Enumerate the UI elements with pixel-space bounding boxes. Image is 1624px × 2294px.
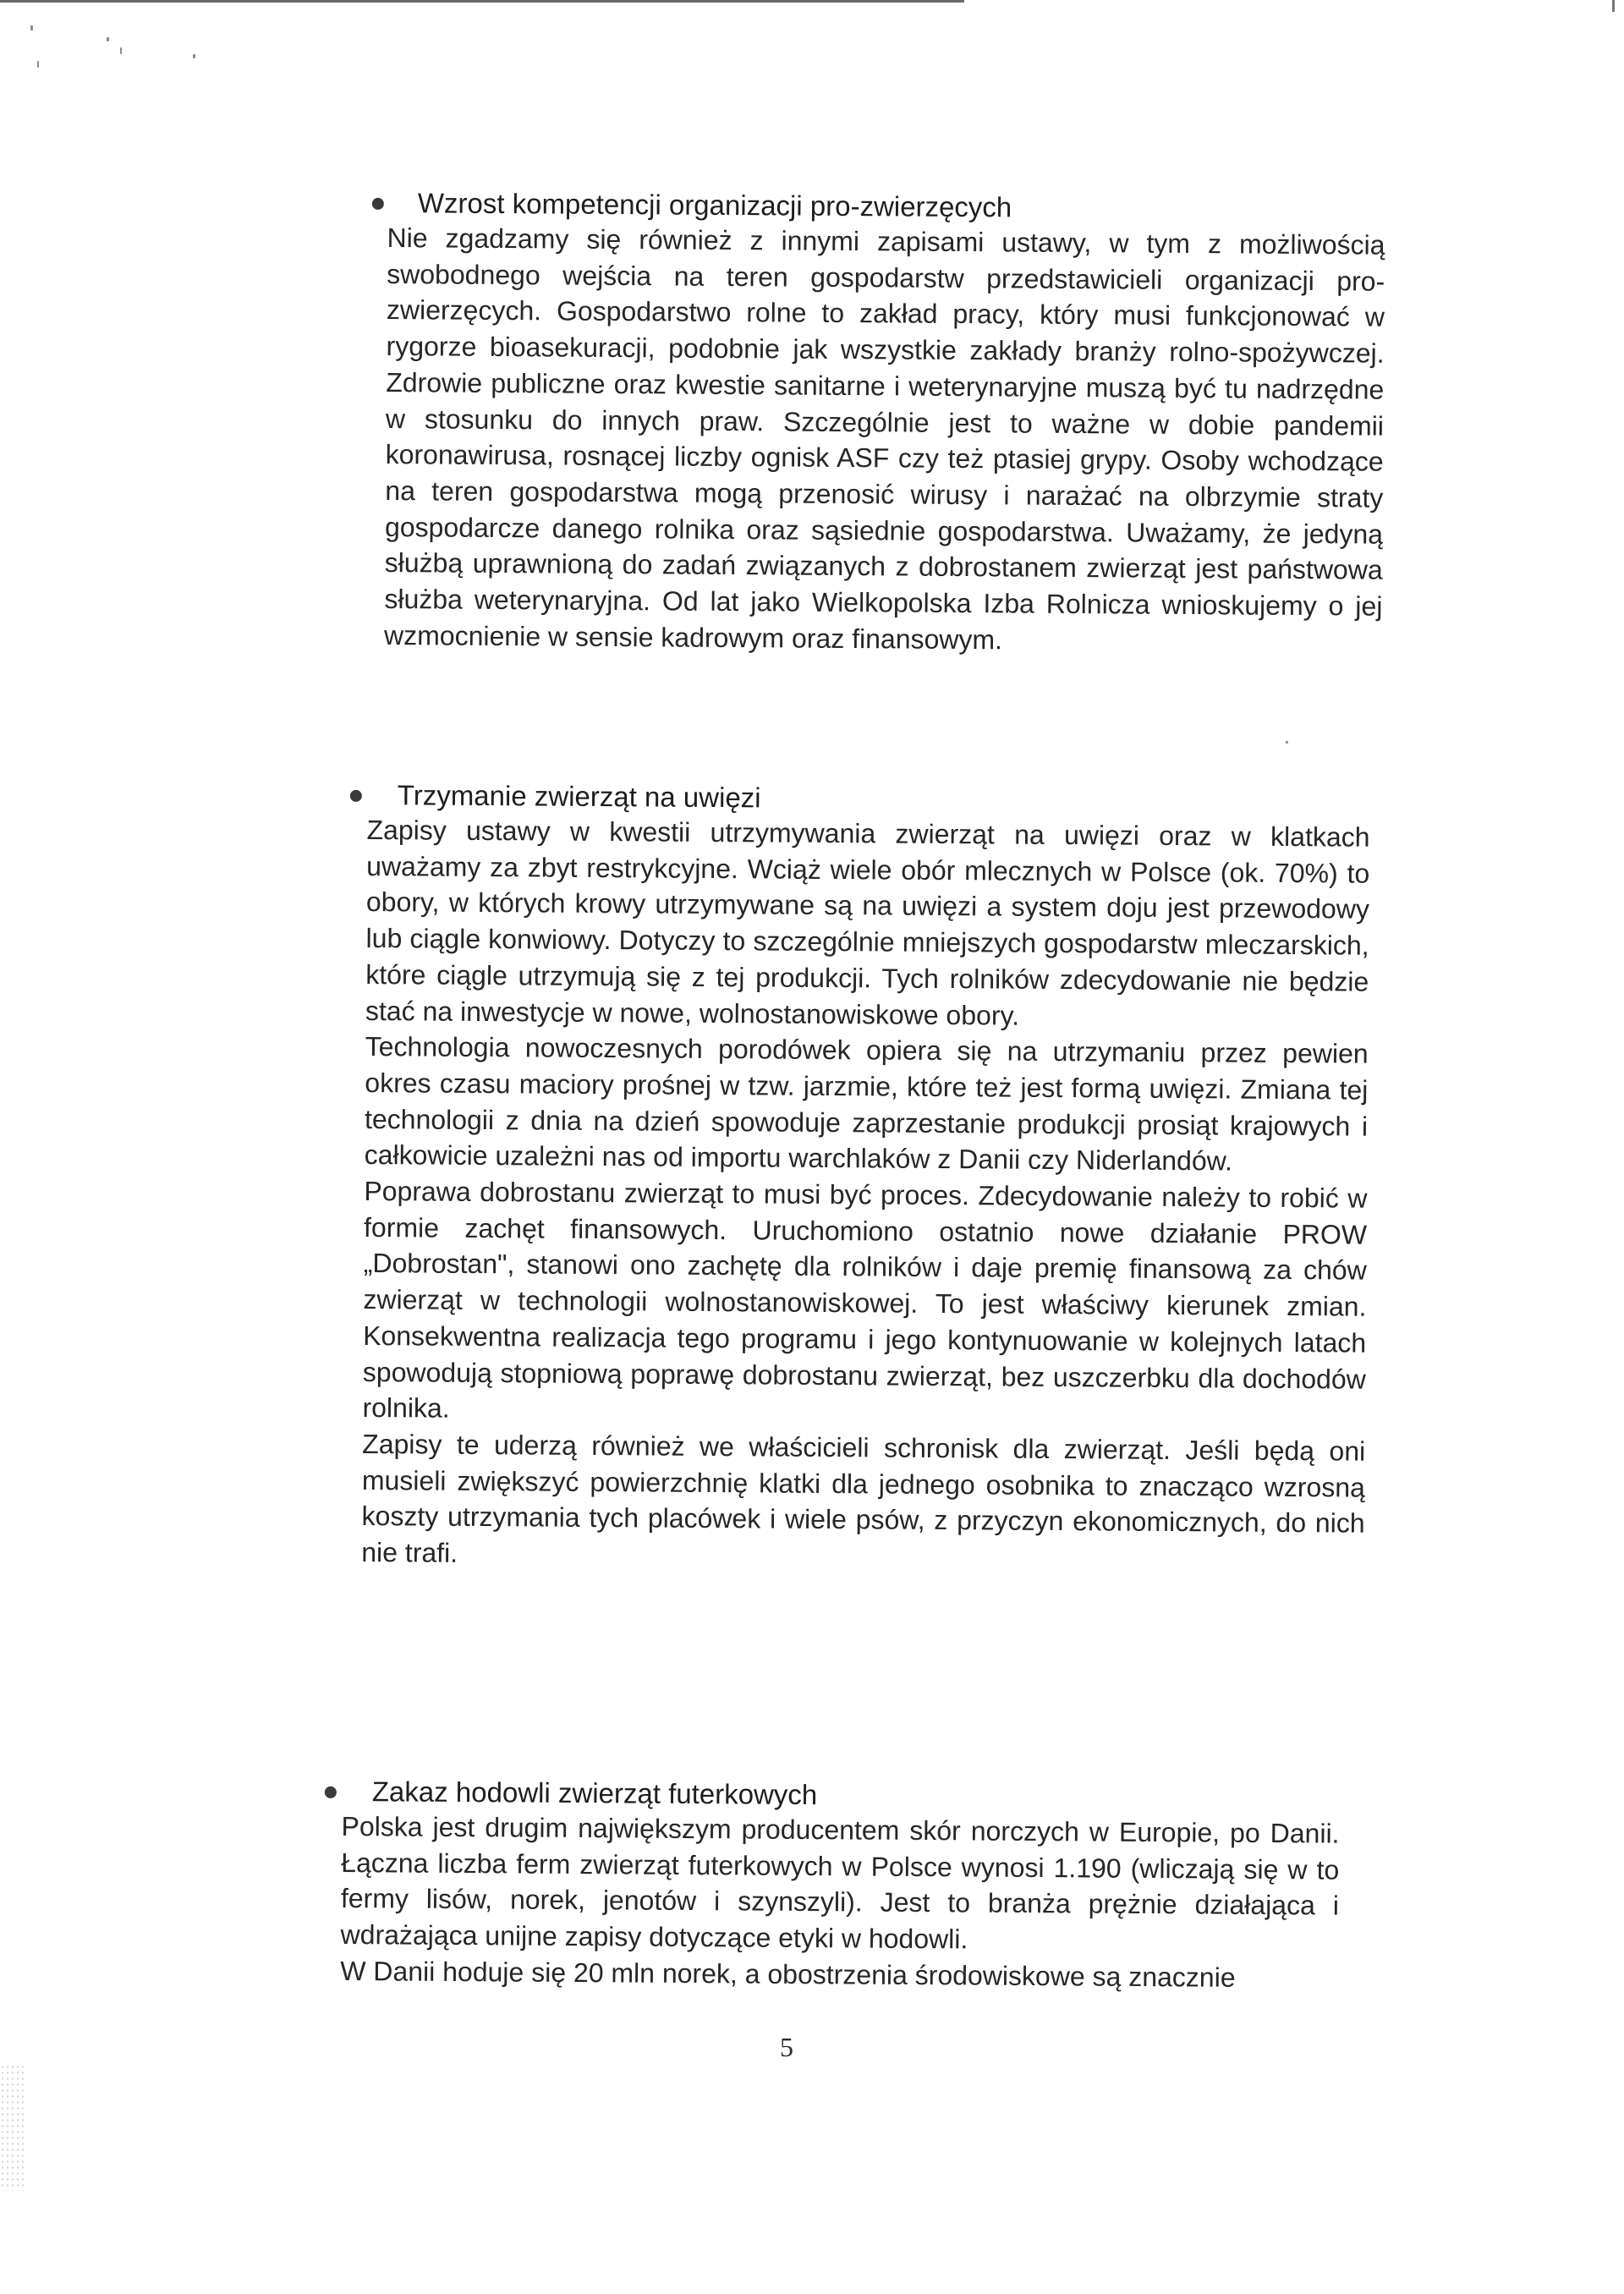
section-paragraph: W Danii hoduje się 20 mln norek, a obostrzenia środowiskowe są znacznie bbox=[340, 1955, 1236, 1993]
section-pro-animal-organizations bbox=[384, 186, 1385, 661]
bullet-icon bbox=[325, 1786, 337, 1798]
section-paragraph: Nie zgadzamy się również z innymi zapisami ustawy, w tym z możliwością swobodnego wejścia na teren gospodarstw przedstawicieli organizacji pro-zwierzęcych. Gospodarstwo rolne to zakład pracy, który musi funkcjonować w rygorze bioasekuracji, podobnie jak wszystkie zakłady branży rolno-spożywczej. Zdrowie publiczne oraz kwestie sanitarne i weterynaryjne muszą być tu nadrzędne w stosunku do innych praw. Szczególnie jest to ważne w dobie pandemii koronawirusa, rosnącej liczby ognisk ASF czy też ptasiej grypy. Osoby wchodzące na teren gospodarstwa mogą przenosić wirusy i narażać na olbrzymie straty gospodarcze danego rolnika oraz sąsiednie gospodarstwa. Uważamy, że jedyną służbą uprawnioną do zadań związanych z dobrostanem zwierząt jest państwowa służba weterynaryjna. Od lat jako Wielkopolska Izba Rolnicza wnioskujemy o jej wzmocnienie w sensie kadrowym oraz finansowym. bbox=[383, 222, 1385, 656]
section-heading: Wzrost kompetencji organizacji pro-zwierzęcych bbox=[417, 187, 1012, 223]
page-number: 5 bbox=[780, 2032, 793, 2062]
section-heading: Zakaz hodowli zwierząt futerkowych bbox=[371, 1775, 818, 1811]
section-tethering bbox=[361, 778, 1370, 1578]
bullet-icon bbox=[372, 198, 384, 210]
section-paragraph: Zapisy te uderzą również we właścicieli schronisk dla zwierząt. Jeśli będą oni musieli zwiększyć powierzchnię klatki dla jednego osobnika to znacząco wzrosną koszty utrzymania tych placówek i wiele psów, z przyczyn ekonomicznych, do nich nie trafi. bbox=[361, 1428, 1366, 1568]
section-paragraph: Polska jest drugim największym producentem skór norczych w Europie, po Danii. Łączna liczba ferm zwierząt futerkowych w Polsce wynosi 1.190 (wliczają się w to fermy lisów, norek, jenotów i szynszyli). Jest to branża prężnie działająca i wdrażająca unijne zapisy dotyczące etyki w hodowli. bbox=[340, 1810, 1340, 1955]
section-paragraph: Poprawa dobrostanu zwierząt to musi być proces. Zdecydowanie należy to robić w formie zachęt finansowych. Uruchomiono ostatnio nowe działanie PROW „Dobrostan", stanowi ono zachętę dla rolników i daje premię finansową za chów zwierząt w technologii wolnostanowiskowej. To jest właściwy kierunek zmian. Konsekwentna realizacja tego programu i jego kontynuowanie w kolejnych latach spowodują stopniową poprawę dobrostanu zwierząt, bez uszczerbku dla dochodów rolnika. bbox=[362, 1176, 1368, 1424]
section-paragraph: Technologia nowoczesnych porodówek opiera się na utrzymaniu przez pewien okres czasu maciory prośnej w tzw. jarzmie, które też jest formą uwięzi. Zmiana tej technologii z dnia na dzień spowoduje zaprzestanie produkcji prosiąt krajowych i całkowicie uzależni nas od importu warchlaków z Danii czy Niderlandów. bbox=[364, 1031, 1369, 1177]
bullet-icon bbox=[350, 790, 362, 802]
section-fur-farming-ban bbox=[340, 1775, 1340, 1996]
section-heading: Trzymanie zwierząt na uwięzi bbox=[397, 779, 761, 814]
section-paragraph: Zapisy ustawy w kwestii utrzymywania zwierząt na uwięzi oraz w klatkach uważamy za zbyt restrykcyjne. Wciąż wiele obór mlecznych w Polsce (ok. 70%) to obory, w których krowy utrzymywane są na uwięzi a system doju jest przewodowy lub ciągle konwiowy. Dotyczy to szczególnie mniejszych gospodarstw mleczarskich, które ciągle utrzymują się z tej produkcji. Tych rolników zdecydowanie nie będzie stać na inwestycje w nowe, wolnostanowiskowe obory. bbox=[365, 814, 1370, 1031]
